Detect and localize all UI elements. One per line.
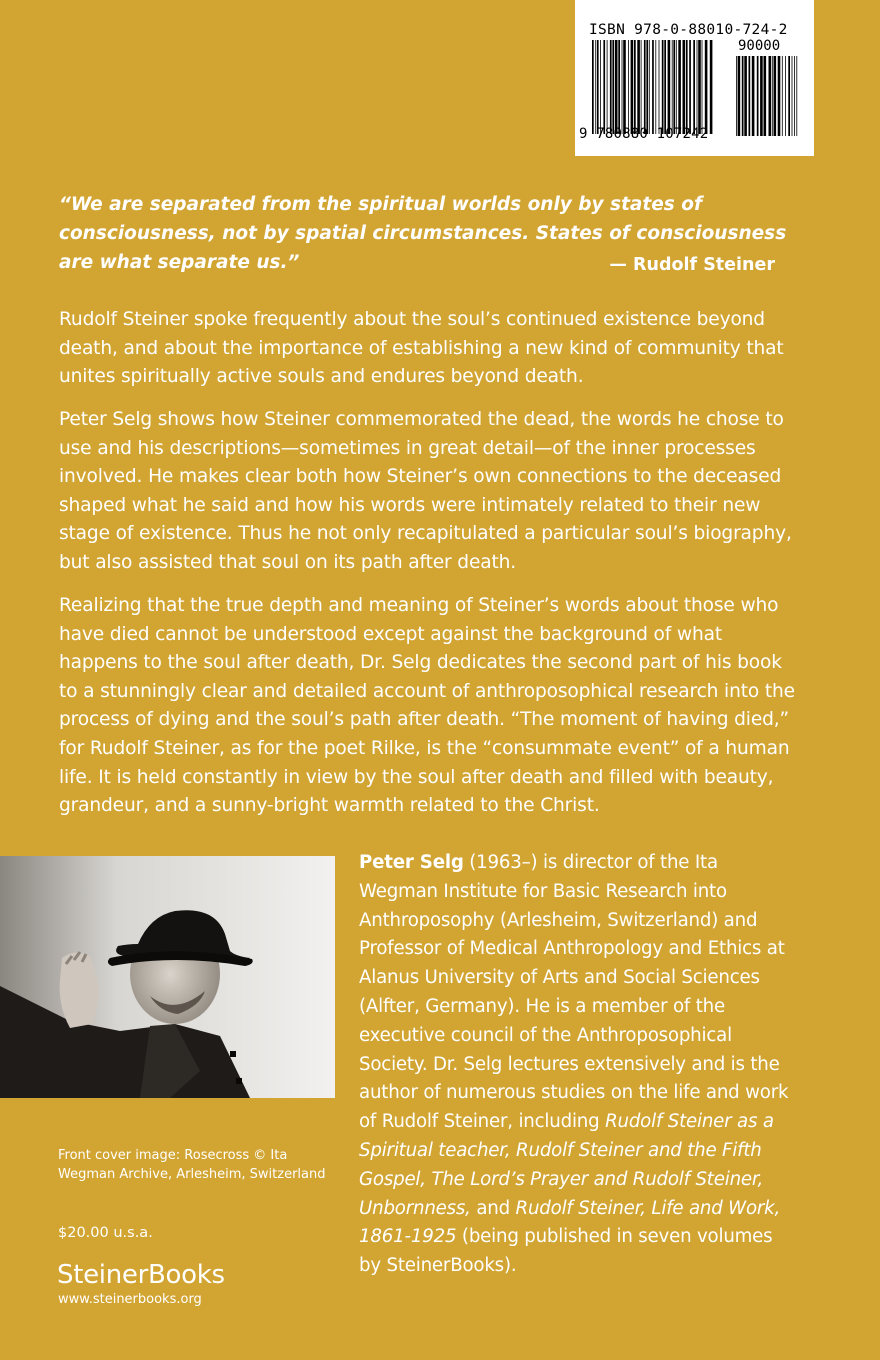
epigraph-author: — Rudolf Steiner [609,255,775,275]
barcode-bar [628,40,629,134]
barcode-bar [785,56,786,136]
bio-titles-1: Rudolf Steiner as a Spiritual teacher, Rudolf Steiner and the Fifth Gospel, The Lord’s Prayer and Rudolf Steiner, Unbornness, [359,1111,774,1219]
barcode-bar [659,40,660,134]
barcode-bar [646,40,648,134]
barcode-bar [693,40,695,134]
barcode-bar [623,40,626,134]
barcode-bar [641,40,642,134]
barcode-bar [637,40,640,134]
barcode-bar [697,40,698,134]
author-portrait-image [0,856,335,1098]
barcode-bar [678,40,681,134]
barcode-bar [796,56,797,136]
barcode-bar [736,56,737,136]
barcode-bar [649,40,650,134]
barcode-bar [744,56,747,136]
barcode-bar [698,40,701,134]
barcode-bar [792,56,793,136]
barcode-bar [662,40,664,134]
barcode-bar [612,40,614,134]
barcode-bar [644,40,646,134]
barcode-bar [769,56,772,136]
barcode-bar [652,40,654,134]
barcode-bar [788,56,790,136]
barcode-bar [655,40,656,134]
barcode-addon-bars [736,56,798,136]
bio-text-3: (being published in seven volumes by SteinerBooks). [359,1226,773,1277]
barcode-bar [794,56,795,136]
bio-titles-2: Rudolf Steiner, Life and Work, 1861-1925 [359,1197,781,1248]
barcode-box [575,0,814,156]
barcode-bar [634,40,636,134]
barcode-bar [607,40,608,134]
cover-image-credit: Front cover image: Rosecross © Ita Wegman Archive, Arlesheim, Switzerland [58,1148,326,1182]
description-paragraph-3: Realizing that the true depth and meaning of Steiner’s words about those who have died cannot be understood except against the background of what happens to the soul after death, Dr. Selg dedicates the second part of his book to a stunningly clear and detailed account of anthroposophical research into the process of dying and the soul’s path after death. “The moment of having died,” for Rudolf Steiner, as for the poet Rilke, is the “consummate event” of a human life. It is held constantly in view by the soul after death and filled with beauty, grandeur, and a sunny-bright warmth related to the Christ. [59,595,795,817]
publisher-logo: SteinerBooks [57,1260,225,1290]
isbn-label: ISBN 978-0-88010-724-2 [589,22,788,38]
barcode-bar [702,40,703,134]
barcode-bar [668,40,671,134]
barcode-bar [705,40,708,134]
description-paragraph-2: Peter Selg shows how Steiner commemorated the dead, the words he chose to use and his descriptions—sometimes in great detail—of the inner processes involved. He makes clear both how Steiner’s own connections to the deceased shaped what he said and how his words were intimately related to their new stage of existence. Thus he not only recapitulated a particular soul’s biography, but also assisted that soul on its path after death. [59,409,792,573]
barcode-ean-digits: 9 780880 107242 [579,126,709,142]
price: $20.00 u.s.a. [58,1225,153,1241]
barcode-bar [676,40,677,134]
barcode-bar [622,40,623,134]
barcode-bar [595,40,596,134]
barcode-main-bars [592,40,717,134]
epigraph-quote: “We are separated from the spiritual worlds only by states of consciousness, not by spatial circumstances. States of consciousness are what separate us.” [59,194,787,273]
description-paragraph-1: Rudolf Steiner spoke frequently about the soul’s continued existence beyond death, and about the importance of establishing a new kind of community that unites spiritually active souls and endures beyond death. [59,309,784,388]
barcode-bar [742,56,744,136]
barcode-bar [772,56,773,136]
barcode-bar [610,40,612,134]
author-photo [0,856,335,1098]
barcode-bar [672,40,673,134]
barcode-bar [683,40,686,134]
barcode-bar [752,56,755,136]
publisher-website: www.steinerbooks.org [58,1292,202,1307]
barcode-bar [764,56,767,136]
barcode-bar [774,56,777,136]
barcode-bar [664,40,666,134]
barcode-bar [673,40,675,134]
barcode-bar [603,40,605,134]
barcode-bar [597,40,599,134]
barcode-bar [631,40,634,134]
barcode-bar [689,40,691,134]
barcode-bar [592,40,594,134]
barcode-bar [615,40,618,134]
barcode-bar [757,56,759,136]
bio-text-1: (1963–) is director of the Ita Wegman Institute for Basic Research into Anthroposophy (Arlesheim, Switzerland) and Professor of Medical Anthropology and Ethics at Alanus University of Arts and Social Sciences (Alfter, Germany). He is a member of the executive council of the Anthroposophical Society. Dr. Selg lectures extensively and is the author of numerous studies on the life and work of Rudolf Steiner, including [359,852,789,1133]
barcode-bar [760,56,763,136]
bio-text-2: and [470,1197,516,1219]
barcode-bar [749,56,751,136]
author-name: Peter Selg [359,852,464,873]
barcode-bar [618,40,620,134]
barcode-addon-code: 90000 [738,38,781,54]
barcode-bar [710,40,713,134]
barcode-bar [778,56,781,136]
barcode-bar [738,56,741,136]
author-biography [359,849,799,1281]
barcode-bar [782,56,783,136]
barcode-bar [686,40,688,134]
barcode-bar [600,40,601,134]
